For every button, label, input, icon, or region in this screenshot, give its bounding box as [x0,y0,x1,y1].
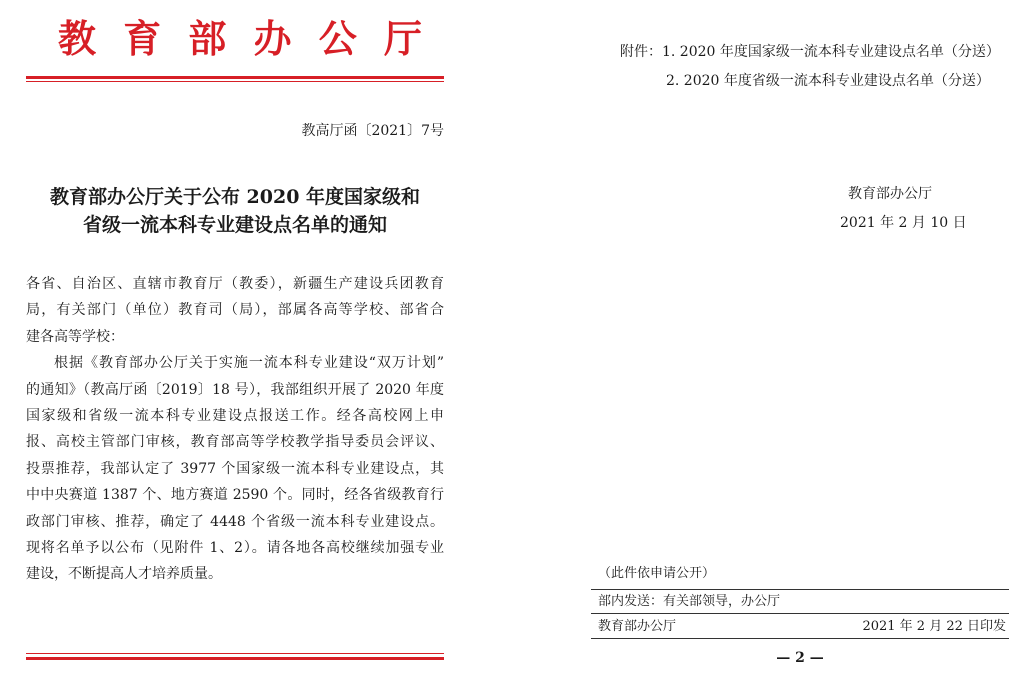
signature-org: 教育部办公厅 [848,186,932,202]
page-number: — 2 — [776,650,824,666]
document-number: 教高厅函〔2021〕7号 [301,123,444,139]
body-line: 的通知》（教高厅函〔2019〕18 号），我部组织开展了 2020 年度 [26,381,444,398]
print-date: 2021 年 2 月 22 日印发 [862,619,1006,634]
issuing-org-header: 教育部办公厅 [58,16,422,61]
body-line: 局，有关部门（单位）教育司（局），部属各高等学校、部省合 [26,302,444,319]
body-line: 根据《教育部办公厅关于实施一流本科专业建设“双万计划” [54,355,444,372]
header-red-rule-thick [26,76,444,79]
attachment-line-2: 2. 2020 年度省级一流本科专业建设点名单（分送） [666,73,990,89]
document-page-left [0,0,470,684]
internal-distribution: 部内发送：有关部领导，办公厅 [598,594,781,609]
body-line: 报、高校主管部门审核，教育部高等学校教学指导委员会评议、 [26,434,444,451]
body-line: 投票推荐，我部认定了 3977 个国家级一流本科专业建设点，其 [26,460,444,477]
body-line: 各省、自治区、直辖市教育厅（教委），新疆生产建设兵团教育 [26,276,444,292]
footer-red-rule-thin [26,653,444,654]
footer-rule [591,638,1009,639]
footer-red-rule-thick [26,657,444,660]
document-page-right [540,0,1024,684]
body-line: 国家级和省级一流本科专业建设点报送工作。经各高校网上申 [26,407,444,424]
document-body [26,271,444,588]
document-title-line-2: 省级一流本科专业建设点名单的通知 [82,214,387,236]
body-line: 建各高等学校： [26,328,124,345]
body-line: 政部门审核、推荐，确定了 4448 个省级一流本科专业建设点。 [26,513,444,530]
signature-date: 2021 年 2 月 10 日 [840,215,967,231]
body-line: 现将名单予以公布（见附件 1、2）。请各地各高校继续加强专业 [26,539,444,556]
header-red-rule-thin [26,81,444,82]
document-title-line-1: 教育部办公厅关于公布 2020 年度国家级和 [49,186,421,208]
footer-rule [591,613,1009,614]
print-issuer: 教育部办公厅 [598,619,677,634]
disclosure-note: （此件依申请公开） [598,566,716,581]
attachment-line-1: 附件：1. 2020 年度国家级一流本科专业建设点名单（分送） [620,44,1000,60]
body-line: 建设，不断提高人才培养质量。 [26,566,222,583]
body-line: 中中央赛道 1387 个、地方赛道 2590 个。同时，经各省级教育行 [26,487,444,504]
footer-rule [591,589,1009,590]
